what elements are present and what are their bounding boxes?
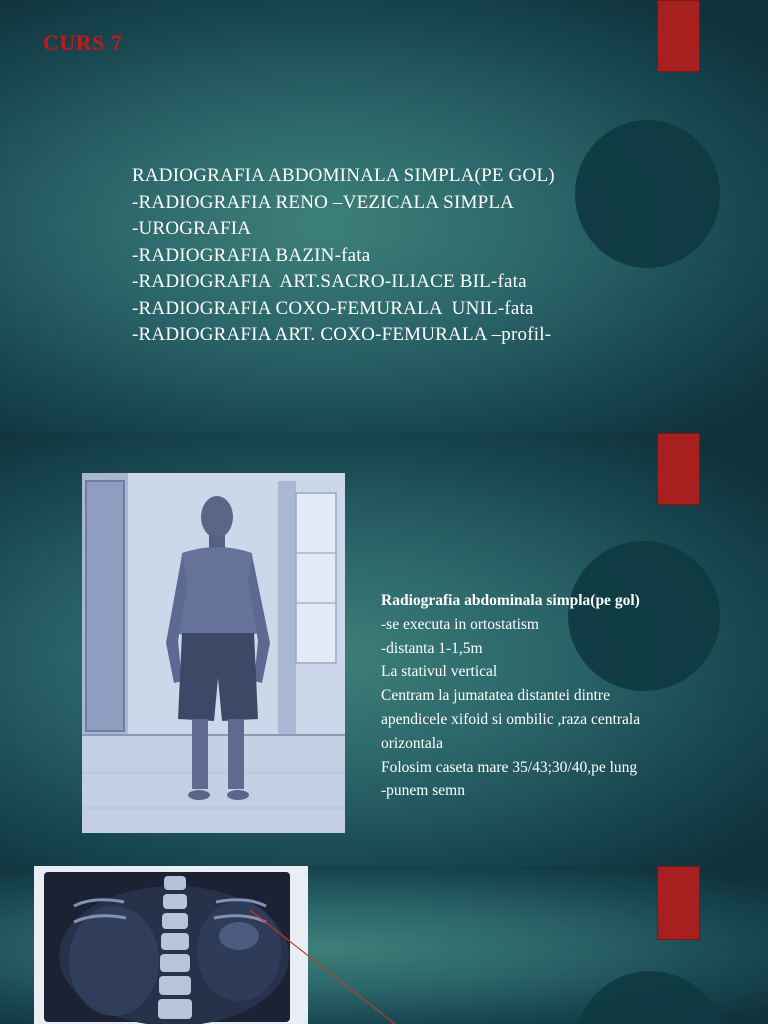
- description-line: Centram la jumatatea distantei dintre: [381, 687, 610, 705]
- decorative-circle: [575, 120, 720, 268]
- topic-item: -RADIOGRAFIA ART.SACRO-ILIACE BIL-fata: [132, 271, 527, 292]
- topic-item: -RADIOGRAFIA RENO –VEZICALA SIMPLA: [132, 191, 515, 213]
- decorative-circle: [575, 971, 725, 1024]
- description-heading: Radiografia abdominala simpla(pe gol): [381, 592, 640, 609]
- description-line: -punem semn: [381, 782, 465, 800]
- description-line: -distanta 1-1,5m: [381, 639, 483, 657]
- topic-item: -UROGRAFIA: [132, 218, 252, 239]
- abdominal-xray-illustration: [34, 866, 308, 1024]
- slide-1: [0, 0, 768, 433]
- procedure-description: [381, 589, 716, 803]
- topic-item: -RADIOGRAFIA ART. COXO-FEMURALA –profil-: [132, 324, 552, 345]
- description-line: La stativul vertical: [381, 663, 498, 681]
- slide-3: [0, 866, 768, 1024]
- slide-2: [0, 433, 768, 866]
- topic-item: -RADIOGRAFIA BAZIN-fata: [132, 244, 371, 266]
- topic-list: [132, 163, 555, 349]
- bookmark-tab: [657, 866, 700, 940]
- bookmark-tab: [657, 0, 700, 72]
- topic-item: RADIOGRAFIA ABDOMINALA SIMPLA(PE GOL): [132, 165, 555, 186]
- description-line: apendicele xifoid si ombilic ,raza centrala: [381, 710, 641, 728]
- patient-photo: [82, 473, 345, 833]
- patient-standing-illustration: [82, 473, 345, 833]
- description-line: Folosim caseta mare 35/43;30/40,pe lung: [381, 758, 638, 776]
- description-line: -se executa in ortostatism: [381, 615, 539, 633]
- description-line: orizontala: [381, 734, 443, 752]
- topic-item: -RADIOGRAFIA COXO-FEMURALA UNIL-fata: [132, 297, 534, 319]
- bookmark-tab: [657, 433, 700, 505]
- course-title: CURS 7: [43, 30, 123, 55]
- xray-image: [34, 866, 308, 1024]
